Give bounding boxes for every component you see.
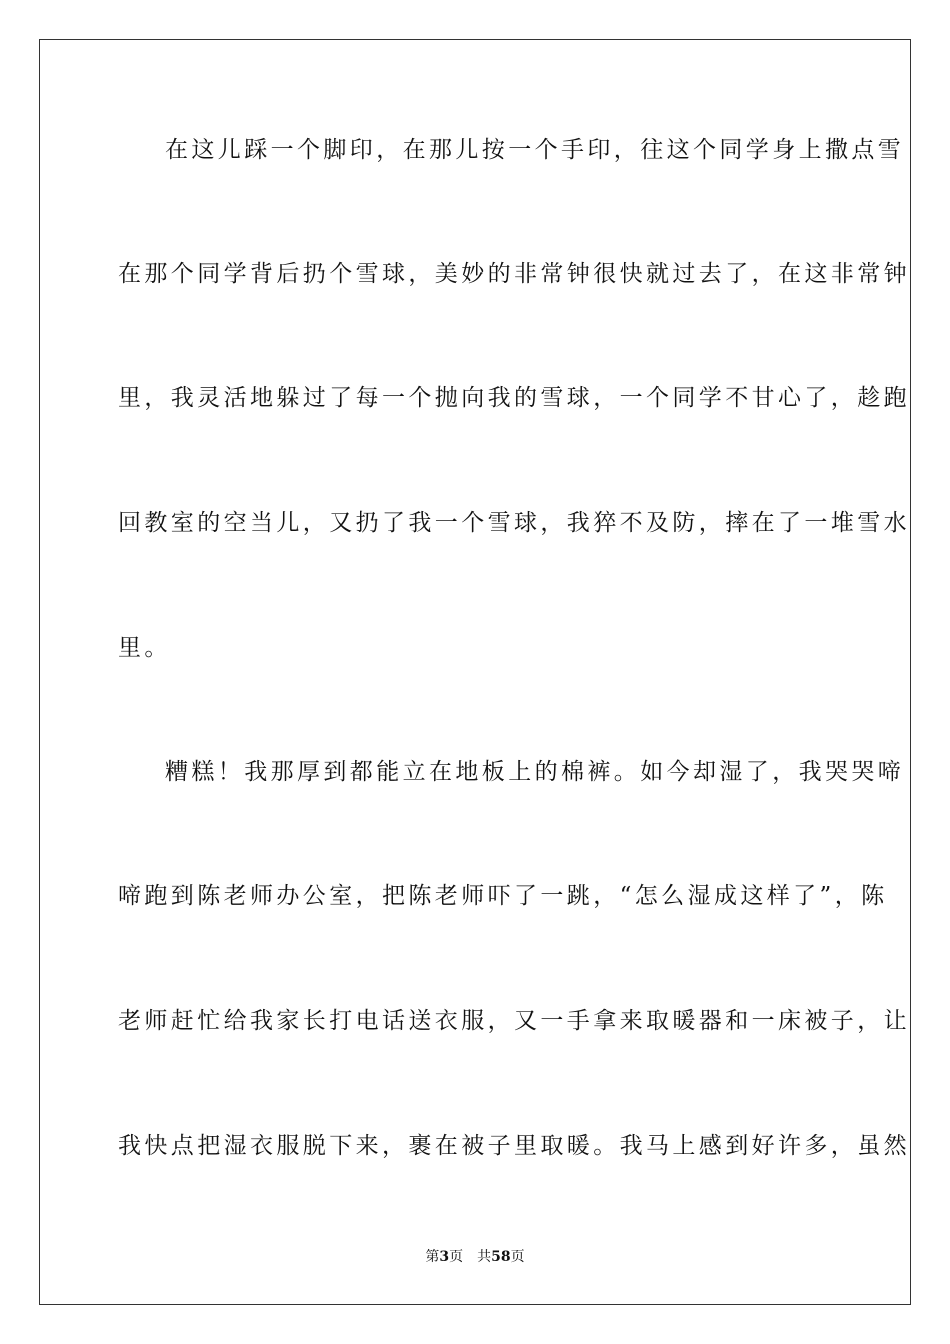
paragraph-line: 里，我灵活地躲过了每一个抛向我的雪球，一个同学不甘心了，趁跑	[118, 385, 910, 411]
paragraph-line: 我快点把湿衣服脱下来，裹在被子里取暖。我马上感到好许多，虽然	[118, 1133, 910, 1159]
paragraph-line: 回教室的空当儿，又扔了我一个雪球，我猝不及防，摔在了一堆雪水	[118, 510, 910, 536]
paragraph-line: 老师赶忙给我家长打电话送衣服，又一手拿来取暖器和一床被子，让	[118, 1008, 910, 1034]
paragraph-line: 啼跑到陈老师办公室，把陈老师吓了一跳，“怎么湿成这样了”，陈	[118, 883, 888, 909]
footer-page-number: 3	[439, 1249, 450, 1265]
footer-total-pages: 58	[491, 1249, 511, 1265]
paragraph-line: 在那个同学背后扔个雪球，美妙的非常钟很快就过去了，在这非常钟	[118, 261, 910, 287]
page-footer	[0, 1248, 950, 1266]
page-border	[39, 39, 911, 1305]
paragraph-line: 糟糕！我那厚到都能立在地板上的棉裤。如今却湿了，我哭哭啼	[165, 759, 905, 785]
footer-total-suffix: 页	[510, 1249, 525, 1265]
footer-page-suffix: 页	[449, 1249, 464, 1265]
footer-page-prefix: 第	[425, 1249, 440, 1265]
paragraph-line: 在这儿踩一个脚印，在那儿按一个手印，往这个同学身上撒点雪	[165, 137, 905, 163]
footer-total-prefix: 共	[477, 1249, 492, 1265]
paragraph-line: 里。	[118, 635, 171, 661]
